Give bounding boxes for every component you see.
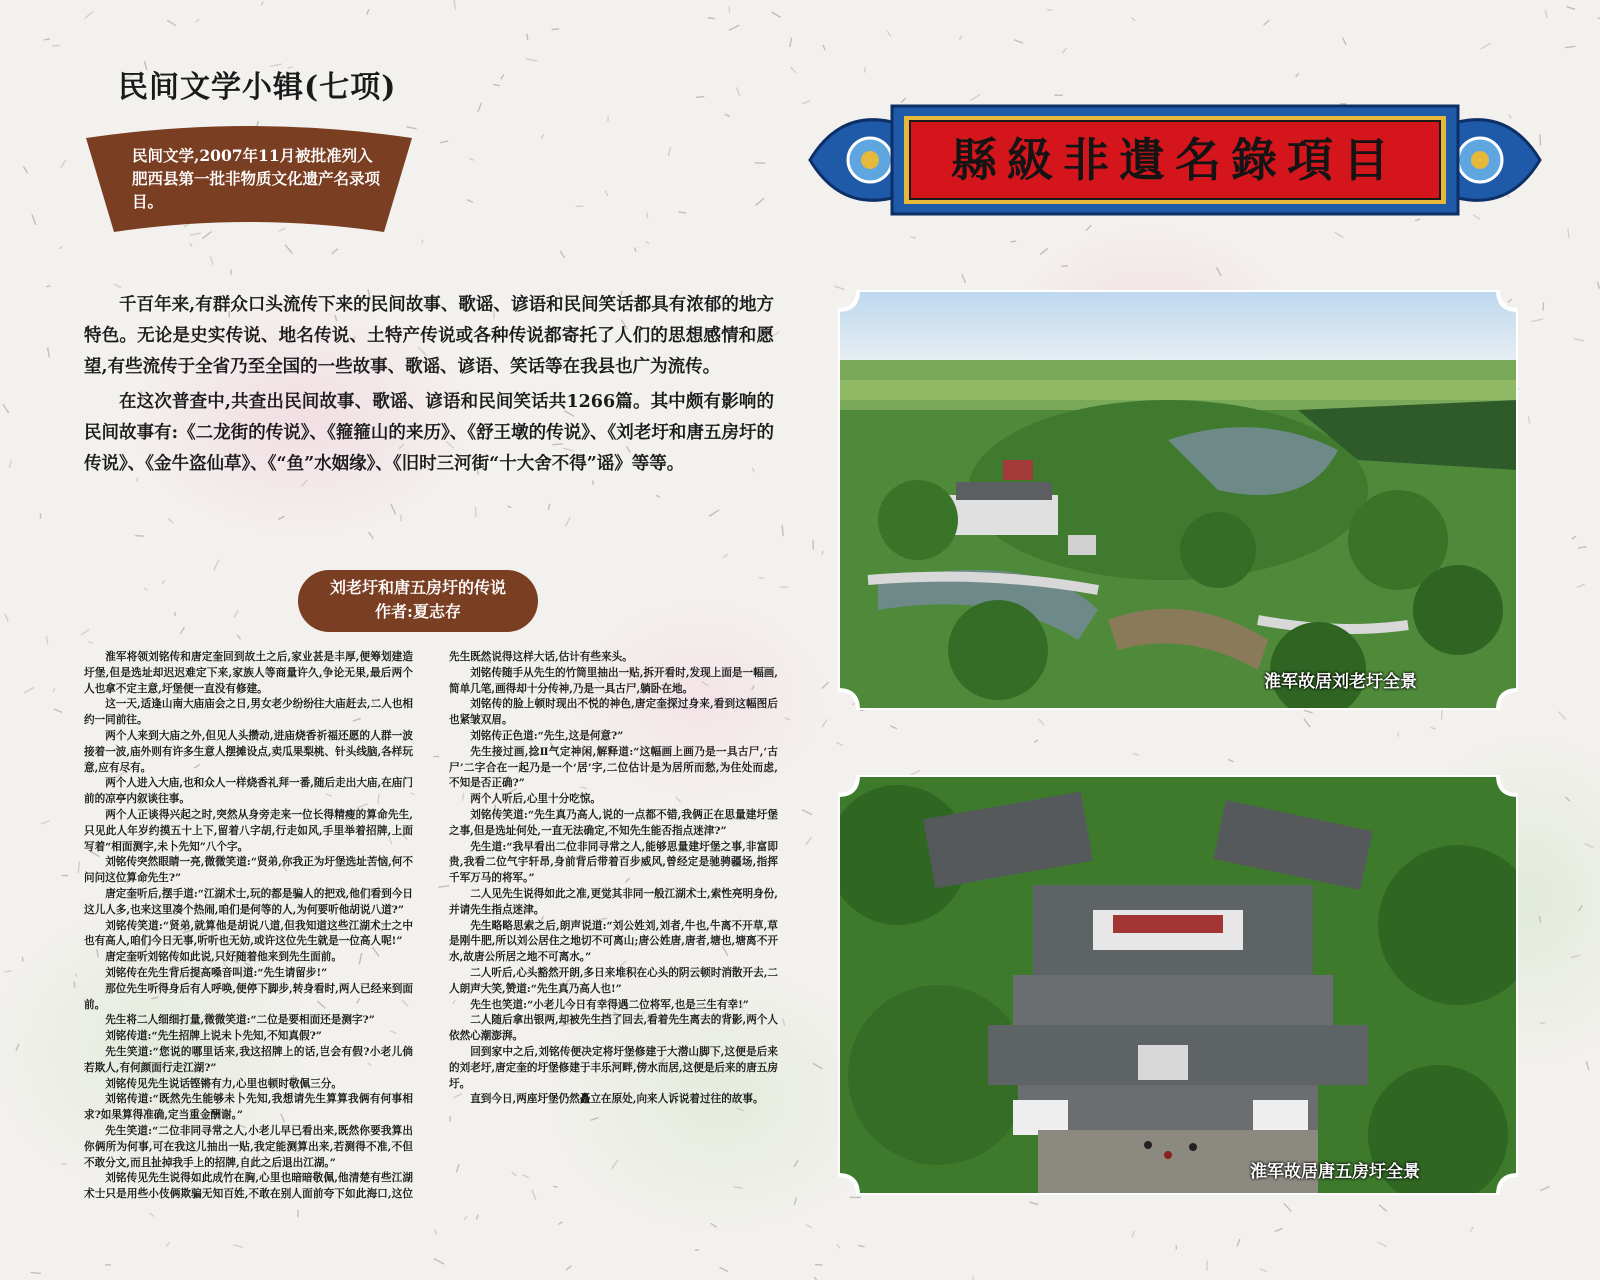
photo-caption: 淮军故居刘老圩全景: [1264, 672, 1417, 692]
intro-text: [84, 290, 774, 480]
story-paragraph: 刘铭传随手从先生的竹筒里抽出一贴,拆开看时,发现上面是一幅画,简单几笔,画得却十分传神,乃是一具古尸,躺卧在地。: [449, 666, 778, 695]
story-paragraph: 刘铭传的脸上顿时现出不悦的神色,唐定奎探过身来,看到这幅图后也紧皱双眉。: [449, 698, 778, 727]
story-paragraph: 先生笑道:“二位非同寻常之人,小老儿早已看出来,既然你要我算出你俩所为何事,可在我这儿抽出一贴,我定能测算出来,若测得不准,不但不敢分文,而且扯掉我手上的招牌,自此之后退出江湖。”: [84, 1124, 413, 1169]
story-paragraph: 刘铭传笑道:“先生真乃高人,说的一点都不错,我俩正在思量建圩堡之事,但是选址何处,一直无法确定,不知先生能否指点迷津?”: [449, 808, 778, 837]
story-title-badge: [298, 570, 538, 632]
story-paragraph: 刘铭传在先生背后提高嗓音叫道:“先生请留步!”: [105, 966, 328, 979]
story-paragraph: 两个人来到大庙之外,但见人头攒动,进庙烧香祈福还愿的人群一波接着一波,庙外则有许多生意人摆摊设点,卖瓜果梨桃、针头线脑,各样玩意,应有尽有。: [84, 729, 413, 774]
story-paragraph: 两个人进入大庙,也和众人一样烧香礼拜一番,随后走出大庙,在庙门前的凉亭内叙谈往事。: [84, 777, 413, 806]
story-paragraph: 先生接过画,捻Ⅱ气定神闲,解释道:“这幅画上画乃是一具古尸,‘古尸’二字合在一起乃是一个‘居’字,二位估计是为居所而愁,为住处而虑,不知是否正确?”: [449, 745, 778, 790]
fan-note-text: 民间文学,2007年11月被批准列入肥西县第一批非物质文化遗产名录项目。: [132, 146, 381, 211]
photo-tangwufangwei: [838, 775, 1518, 1195]
story-paragraph: 二人听后,心头豁然开朗,多日来堆积在心头的阴云顿时消散开去,二人朗声大笑,赞道:“先生真乃高人也!”: [449, 966, 778, 995]
photo-caption: 淮军故居唐五房圩全景: [1250, 1162, 1420, 1182]
story-title: 刘老圩和唐五房圩的传说: [329, 578, 506, 597]
story-paragraph: 回到家中之后,刘铭传便决定将圩堡修建于大潜山脚下,这便是后来的刘老圩,唐定奎的圩堡修建于丰乐河畔,傍水而居,这便是后来的唐五房圩。: [449, 1045, 778, 1090]
photo-liulaowei: [838, 290, 1518, 710]
story-paragraph: 唐定奎听后,摆手道:“江湖术士,玩的都是骗人的把戏,他们看到今日这儿人多,也来这里凑个热闹,咱们是何等的人,为何要听他胡说八道?”: [84, 887, 413, 916]
intro-paragraph: 在这次普查中,共查出民间故事、歌谣、谚语和民间笑话共1266篇。其中颇有影响的民间故事有:《二龙街的传说》、《箍箍山的来历》、《舒王墩的传说》、《刘老圩和唐五房圩的传说》、《金牛盗仙草》、《“鱼”水姻缘》、《旧时三河街“十大舍不得”谣》等等。: [84, 392, 774, 474]
story-paragraph: 先生道:“我早看出二位非同寻常之人,能够思量建圩堡之事,非富即贵,我看二位气宇轩昂,身前背后带着百步威风,曾经定是驰骋疆场,指挥千军万马的将军。”: [449, 840, 778, 885]
story-paragraph: 先生略略思索之后,朗声说道:“刘公姓刘,刘者,牛也,牛离不开草,草是刚牛肥,所以刘公居住之地切不可离山;唐公姓唐,唐者,塘也,塘离不开水,故唐公所居之地不可离水。”: [449, 919, 778, 964]
story-paragraph: 先生也笑道:“小老儿今日有幸得遇二位将军,也是三生有幸!”: [470, 998, 749, 1011]
story-paragraph: 刘铭传道:“既然先生能够未卜先知,我想请先生算算我俩有何事相求?如果算得准确,定当重金酬谢。”: [84, 1093, 413, 1122]
story-paragraph: 先生笑道:“您说的哪里话来,我这招牌上的话,岂会有假?小老儿倘若欺人,有何颜面行走江湖?”: [84, 1045, 413, 1074]
story-author: 作者:夏志存: [375, 602, 461, 621]
story-paragraph: 二人随后拿出银两,却被先生挡了回去,看着先生离去的背影,两个人依然心潮澎湃。: [449, 1014, 778, 1043]
story-paragraph: 刘铭传笑道:“贤弟,就算他是胡说八道,但我知道这些江湖术士之中也有高人,咱们今日无事,听听也无妨,或许这位先生就是一位高人呢!”: [84, 919, 413, 948]
fan-note: [84, 120, 414, 236]
story-paragraph: 两个人正谈得兴起之时,突然从身旁走来一位长得精瘦的算命先生,只见此人年岁约摸五十上下,留着八字胡,行走如风,手里举着招牌,上面写着“相面测字,未卜先知”八个字。: [84, 808, 413, 853]
story-paragraph: 二人见先生说得如此之准,更觉其非同一般江湖术士,索性亮明身份,并请先生指点迷津。: [449, 887, 778, 916]
photo-card-liulaowei: [838, 290, 1518, 710]
banner-title: 縣級非遺名錄項目: [951, 133, 1399, 187]
story-paragraph: 先生将二人细细打量,微微笑道:“二位是要相面还是测字?”: [105, 1014, 375, 1027]
intro-paragraph: 千百年来,有群众口头流传下来的民间故事、歌谣、谚语和民间笑话都具有浓郁的地方特色。无论是史实传说、地名传说、土特产传说或各种传说都寄托了人们的思想感情和愿望,有些流传于全省乃至全国的一些故事、歌谣、谚语、笑话等在我县也广为流传。: [84, 295, 774, 377]
story-paragraph: 两个人听后,心里十分吃惊。: [470, 793, 601, 806]
story-paragraph: 刘铭传道:“先生招牌上说未卜先知,不知真假?”: [105, 1030, 322, 1043]
page-title: 民间文学小辑(七项): [118, 70, 397, 105]
story-paragraph: 直到今日,两座圩堡仍然矗立在原处,向来人诉说着过往的故事。: [470, 1093, 764, 1106]
story-paragraph: 唐定奎听刘铭传如此说,只好随着他来到先生面前。: [105, 951, 342, 964]
photo-card-tangwufangwei: [838, 775, 1518, 1195]
story-paragraph: 刘铭传突然眼睛一亮,微微笑道:“贤弟,你我正为圩堡选址苦恼,何不问问这位算命先生?”: [84, 856, 413, 885]
story-paragraph: 刘铭传正色道:“先生,这是何意?”: [470, 729, 624, 742]
banner: [800, 92, 1550, 228]
story-paragraph: 那位先生听得身后有人呼唤,便停下脚步,转身看时,两人已经来到面前。: [84, 982, 413, 1011]
story-body: [84, 650, 778, 1210]
story-paragraph: 淮军将领刘铭传和唐定奎回到故土之后,家业甚是丰厚,便筹划建造圩堡,但是选址却迟迟难定下来,家族人等商量许久,争论无果,最后两个人也拿不定主意,圩堡便一直没有修建。: [84, 651, 413, 695]
story-paragraph: 刘铭传见先生说话铿锵有力,心里也顿时敬佩三分。: [105, 1077, 342, 1090]
story-paragraph: 这一天,适逢山南大庙庙会之日,男女老少纷纷往大庙赶去,二人也相约一同前往。: [84, 698, 413, 727]
story-paragraph: 刘铭传见先生说得如此成竹在胸,心里也暗暗敬佩,他清楚有些江湖术士只是用些小伎俩欺骗无知百姓,不敢在别人面前夸下如此海口,这位先生既然说得这样大话,估计有些来头。: [84, 651, 633, 1201]
